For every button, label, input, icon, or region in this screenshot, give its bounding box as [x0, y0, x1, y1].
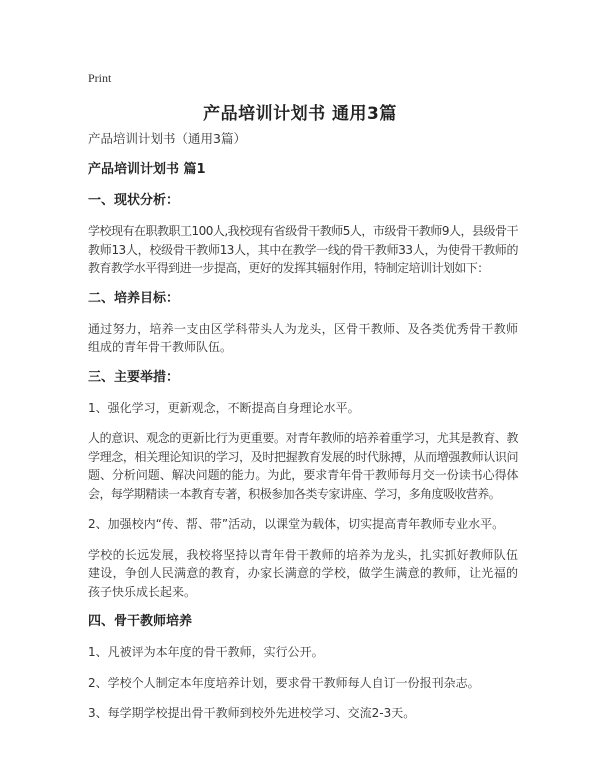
section-training-goals: [88, 290, 518, 357]
section-heading: 一、现状分析：: [88, 193, 180, 208]
section-heading: 二、培养目标：: [88, 290, 180, 306]
paragraph: 2、加强校内“传、帮、带”活动，以课堂为载体，切实提高青年教师专业水平。: [88, 517, 505, 531]
paragraph: 学校现有在职教职工100人,我校现有省级骨干教师5人，市级骨干教师9人，县级骨干教师13人，校级骨干教师13人，其中在教学一线的骨干教师33人，为使骨干教师的教育教学水平得到进一步提高，更好的发挥其辐射作用，特制定培训计划如下：: [88, 224, 518, 275]
section-heading: 三、主要举措：: [88, 369, 180, 385]
section-heading: 四、骨干教师培养: [88, 614, 193, 629]
article-heading: 产品培训计划书 篇1: [88, 162, 206, 177]
paragraph: 1、凡被评为本年度的骨干教师，实行公开。: [88, 645, 324, 659]
print-link[interactable]: Print: [88, 71, 112, 85]
section-main-measures: [88, 369, 518, 602]
paragraph: 人的意识、观念的更新比行为更重要。对青年教师的培养着重学习，尤其是教育、教学理念，相关理论知识的学习，及时把握教育发展的时代脉搏，从而增强教师认识问题、分析问题、解决问题的能力。为此，要求青年骨干教师每月交一份读书心得体会，每学期精读一本教育专著，积极参加各类专家讲座、学习，多角度吸收营养。: [88, 431, 518, 501]
paragraph: 学校的长远发展，我校将坚持以青年骨干教师的培养为龙头，扎实抓好教师队伍建设，争创人民满意的教育，办家长满意的学校，做学生满意的教师，让光福的孩子快乐成长起来。: [88, 547, 518, 599]
document-subtitle: 产品培训计划书（通用3篇）: [88, 131, 246, 146]
section-situation-analysis: [88, 192, 518, 278]
paragraph: 1、强化学习，更新观念，不断提高自身理论水平。: [88, 400, 360, 415]
paragraph: 3、每学期学校提出骨干教师到校外先进校学习、交流2-3天。: [88, 706, 416, 720]
paragraph: 通过努力，培养一支由区学科带头人为龙头，区骨干教师、及各类优秀骨干教师组成的青年骨干教师队伍。: [88, 321, 518, 354]
document-body: [88, 130, 518, 735]
document-title: 产品培训计划书 通用3篇: [203, 104, 397, 124]
paragraph: 2、学校个人制定本年度培养计划，要求骨干教师每人自订一份报刊杂志。: [88, 675, 480, 690]
section-backbone-teacher-cultivation: [88, 613, 518, 723]
